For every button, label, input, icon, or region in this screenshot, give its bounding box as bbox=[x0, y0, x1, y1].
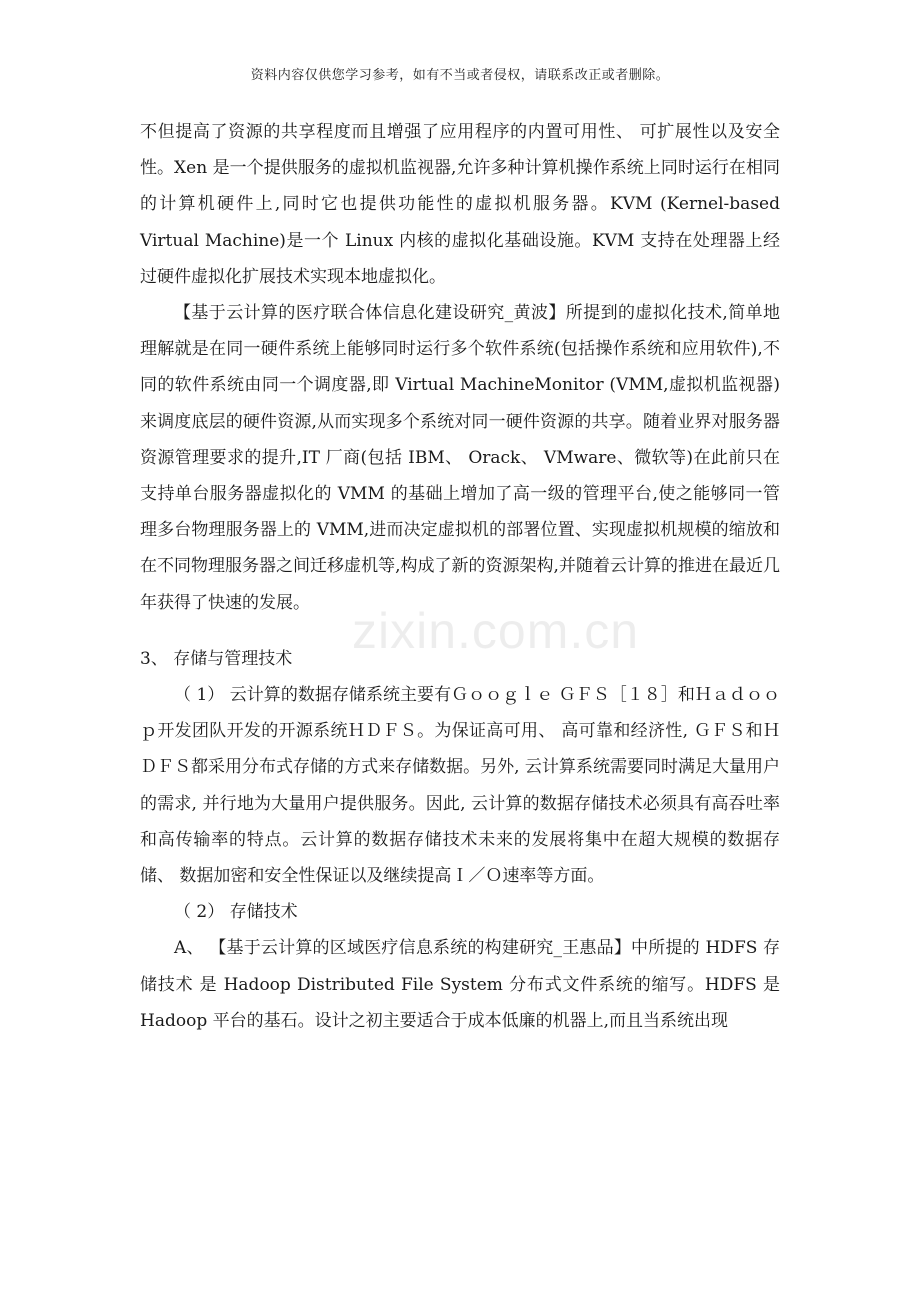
document-body bbox=[140, 114, 780, 1039]
paragraph-storage-systems: （ 1） 云计算的数据存储系统主要有Ｇｏｏｇｌｅ ＧＦＳ［１８］和Ｈａｄｏｏｐ开发团队开发的开源系统ＨＤＦＳ。为保证高可用、 高可靠和经济性, ＧＦＳ和ＨＤＦＳ都采用分布式存储的方式来存储数据。另外, 云计算系统需要同时满足大量用户的需求, 并行地为大量用户提供服务。因此, 云计算的数据存储技术必须具有高吞吐率和高传输率的特点。云计算的数据存储技术未来的发展将集中在超大规模的数据存储、 数据加密和安全性保证以及继续提高Ｉ／Ｏ速率等方面。 bbox=[140, 685, 780, 887]
subheading-storage-technology: （ 2） 存储技术 bbox=[174, 902, 298, 923]
paragraph-virtualization-continued: 不但提高了资源的共享程度而且增强了应用程序的内置可用性、 可扩展性以及安全性。Xen 是一个提供服务的虚拟机监视器,允许多种计算机操作系统上同时运行在相同的计算机硬件上,同时它也提供功能性的虚拟机服务器。KVM (Kernel-based Virtual Machine)是一个 Linux 内核的虚拟化基础设施。KVM 支持在处理器上经过硬件虚拟化扩展技术实现本地虚拟化。 bbox=[140, 122, 780, 287]
paragraph-virtualization-citation: 【基于云计算的医疗联合体信息化建设研究_黄波】所提到的虚拟化技术,简单地理解就是在同一硬件系统上能够同时运行多个软件系统(包括操作系统和应用软件),不同的软件系统由同一个调度器,即 Virtual MachineMonitor (VMM,虚拟机监视器)来调度底层的硬件资源,从而实现多个系统对同一硬件资源的共享。随着业界对服务器资源管理要求的提升,IT 厂商(包括 IBM、 Orack、 VMware、微软等)在此前只在支持单台服务器虚拟化的 VMM 的基础上增加了高一级的管理平台,使之能够同一管理多台物理服务器上的 VMM,进而决定虚拟机的部署位置、实现虚拟机规模的缩放和在不同物理服务器之间迁移虚机等,构成了新的资源架构,并随着云计算的推进在最近几年获得了快速的发展。 bbox=[140, 303, 780, 613]
section-heading-storage: 3、 存储与管理技术 bbox=[140, 648, 293, 669]
header-disclaimer: 资料内容仅供您学习参考，如有不当或者侵权，请联系改正或者删除。 bbox=[250, 68, 670, 83]
watermark: zixin.com.cn bbox=[352, 603, 640, 659]
paragraph-hdfs: A、 【基于云计算的区域医疗信息系统的构建研究_王惠品】中所提的 HDFS 存储技术 是 Hadoop Distributed File System 分布式文件系统的缩写。HDFS 是 Hadoop 平台的基石。设计之初主要适合于成本低廉的机器上,而且当系统出现 bbox=[140, 938, 780, 1031]
